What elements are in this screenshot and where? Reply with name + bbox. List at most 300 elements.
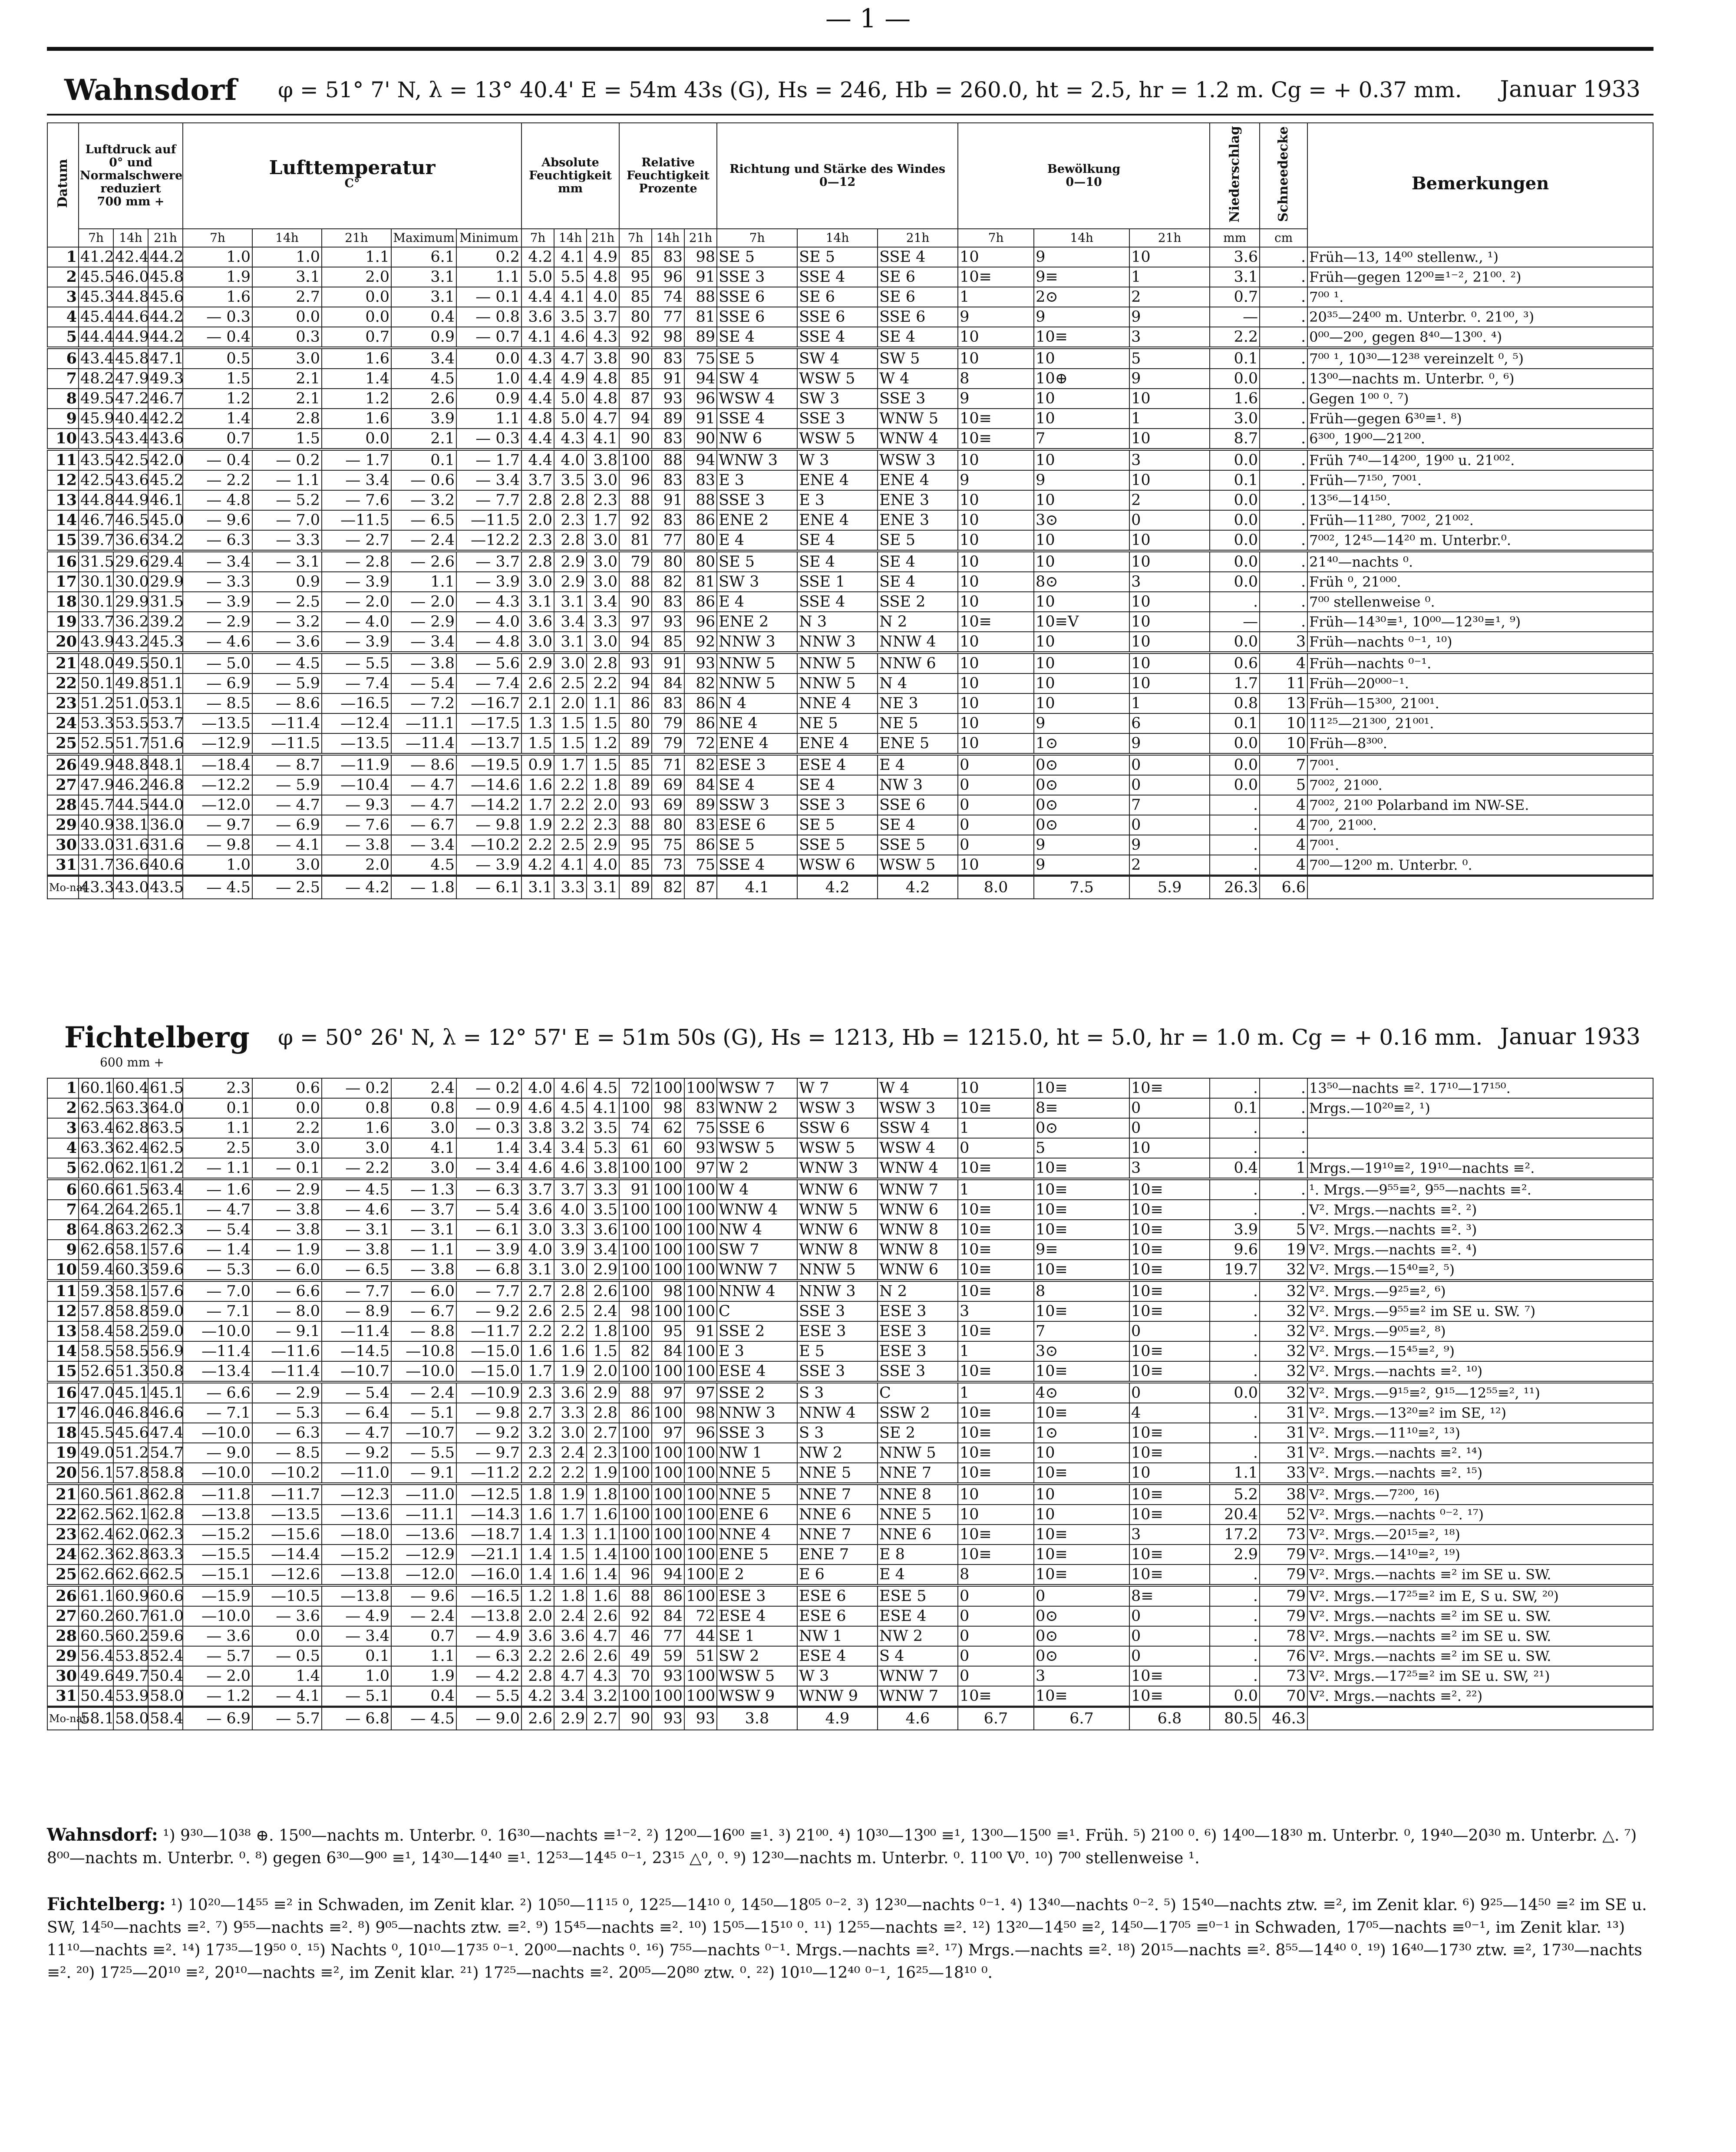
- cell-precip: 0.0: [1210, 572, 1260, 592]
- cell-pressure-21: 62.8: [148, 1505, 183, 1525]
- cell-pressure-21: 51.1: [148, 673, 183, 693]
- cell-precip: 3.9: [1210, 1220, 1260, 1240]
- cell-temp-14: — 1.9: [252, 1240, 322, 1260]
- cell-temp-min: — 5.5: [456, 1686, 521, 1707]
- cell-abs-hum-21: 4.3: [587, 1666, 619, 1686]
- cell-precip: 0.0: [1210, 510, 1260, 530]
- cell-abs-hum-21: 2.6: [587, 1606, 619, 1626]
- cell-wind-14: NNE 7: [797, 1525, 878, 1545]
- cell-cloud-14: 1⊙: [1034, 733, 1129, 754]
- cell-cloud-7: 1: [958, 1341, 1034, 1361]
- table-row: [47, 510, 1653, 530]
- cell-pressure-21: 42.2: [148, 409, 183, 429]
- table-row: [47, 1341, 1653, 1361]
- cell-wind-7: WSW 7: [717, 1078, 797, 1098]
- cell-snow: 32: [1260, 1361, 1307, 1382]
- cell-pressure-7: 43.9: [79, 632, 113, 653]
- cell-temp-min: — 6.1: [456, 1220, 521, 1240]
- cell-abs-hum-14: 4.7: [554, 348, 587, 369]
- mean-cloud-7: 8.0: [958, 875, 1034, 899]
- cell-wind-21: SSE 5: [878, 835, 958, 855]
- cell-temp-7: — 3.9: [183, 592, 252, 612]
- mean-rel-hum-21: 93: [684, 1707, 717, 1730]
- cell-date: 3: [47, 1118, 79, 1138]
- header-abs-humidity: Absolute Feuchtigkeit mm: [521, 123, 619, 229]
- table-row: [47, 1585, 1653, 1606]
- cell-cloud-21: 10≡: [1129, 1484, 1210, 1505]
- cell-pressure-14: 57.8: [113, 1463, 148, 1484]
- cell-temp-max: 3.9: [391, 409, 456, 429]
- cell-temp-7: — 2.9: [183, 612, 252, 632]
- cell-cloud-7: 10: [958, 733, 1034, 754]
- cell-abs-hum-14: 1.9: [554, 1361, 587, 1382]
- cell-pressure-21: 59.6: [148, 1626, 183, 1646]
- cell-abs-hum-7: 2.0: [521, 1606, 554, 1626]
- cell-snow: 3: [1260, 632, 1307, 653]
- cell-rel-hum-14: 91: [652, 369, 684, 389]
- cell-wind-7: ENE 4: [717, 733, 797, 754]
- footnote-label-fichtelberg: Fichtelberg:: [47, 1894, 166, 1914]
- cell-date: 10: [47, 1260, 79, 1281]
- table-row: [47, 1545, 1653, 1564]
- cell-rel-hum-21: 83: [684, 470, 717, 490]
- cell-wind-21: WNW 4: [878, 1158, 958, 1179]
- cell-wind-7: ENE 2: [717, 612, 797, 632]
- cell-precip: 2.2: [1210, 327, 1260, 348]
- cell-abs-hum-14: 4.3: [554, 429, 587, 449]
- cell-temp-7: —10.0: [183, 1321, 252, 1341]
- footnote-label-wahnsdorf: Wahnsdorf:: [47, 1825, 158, 1845]
- cell-abs-hum-21: 2.0: [587, 795, 619, 815]
- cell-rel-hum-7: 100: [619, 1443, 652, 1463]
- cell-pressure-7: 46.0: [79, 1403, 113, 1423]
- cell-abs-hum-7: 3.0: [521, 1220, 554, 1240]
- cell-wind-7: WNW 7: [717, 1260, 797, 1281]
- cell-abs-hum-21: 3.8: [587, 348, 619, 369]
- cell-wind-21: N 2: [878, 612, 958, 632]
- cell-pressure-14: 43.6: [113, 470, 148, 490]
- cell-cloud-14: 10≡: [1034, 1220, 1129, 1240]
- cell-snow: 32: [1260, 1382, 1307, 1403]
- mean-cloud-14: 6.7: [1034, 1707, 1129, 1730]
- cell-temp-max: — 9.1: [391, 1463, 456, 1484]
- cell-snow: .: [1260, 572, 1307, 592]
- cell-pressure-7: 49.5: [79, 389, 113, 409]
- cell-pressure-14: 58.1: [113, 1240, 148, 1260]
- cell-temp-7: —10.0: [183, 1463, 252, 1484]
- cell-date: 9: [47, 409, 79, 429]
- cell-wind-14: SSE 4: [797, 327, 878, 348]
- cell-cloud-14: 10≡: [1034, 1260, 1129, 1281]
- cell-rel-hum-21: 100: [684, 1463, 717, 1484]
- cell-abs-hum-7: 4.4: [521, 369, 554, 389]
- cell-abs-hum-14: 5.0: [554, 389, 587, 409]
- cell-cloud-7: 10≡: [958, 409, 1034, 429]
- cell-temp-min: — 3.4: [456, 470, 521, 490]
- cell-temp-7: — 3.3: [183, 572, 252, 592]
- cell-temp-7: — 1.2: [183, 1686, 252, 1707]
- month-label-fichtelberg: Januar 1933: [1500, 1024, 1640, 1050]
- cell-cloud-21: 0: [1129, 1626, 1210, 1646]
- cell-remark: 7⁰⁰², 21⁰⁰⁰.: [1307, 775, 1653, 795]
- cell-wind-7: E 3: [717, 1341, 797, 1361]
- mean-wind-14: 4.2: [797, 875, 878, 899]
- cell-abs-hum-14: 4.0: [554, 449, 587, 470]
- cell-temp-21: —13.6: [322, 1505, 391, 1525]
- cell-cloud-7: 10: [958, 693, 1034, 713]
- cell-remark: V². Mrgs.—11¹⁰≡², ¹³): [1307, 1423, 1653, 1443]
- cell-temp-7: 1.4: [183, 409, 252, 429]
- cell-date: 8: [47, 389, 79, 409]
- cell-remark: Früh—8³⁰⁰.: [1307, 733, 1653, 754]
- cell-rel-hum-7: 85: [619, 287, 652, 307]
- cell-temp-7: — 0.4: [183, 449, 252, 470]
- cell-remark: V². Mrgs.—nachts ≡². ²): [1307, 1200, 1653, 1220]
- cell-abs-hum-14: 4.6: [554, 1078, 587, 1098]
- cell-temp-max: 4.5: [391, 855, 456, 876]
- cell-remark: 13⁵⁰—nachts ≡². 17¹⁰—17¹⁵⁰.: [1307, 1078, 1653, 1098]
- mean-temp-21: — 4.2: [322, 875, 391, 899]
- cell-abs-hum-21: 3.2: [587, 1686, 619, 1707]
- cell-rel-hum-7: 88: [619, 815, 652, 835]
- cell-precip: .: [1210, 855, 1260, 876]
- cell-precip: .: [1210, 1361, 1260, 1382]
- table-row: [47, 327, 1653, 348]
- cell-date: 30: [47, 1666, 79, 1686]
- cell-pressure-21: 46.7: [148, 389, 183, 409]
- cell-snow: 4: [1260, 815, 1307, 835]
- cell-rel-hum-7: 86: [619, 1403, 652, 1423]
- cell-wind-14: SSE 3: [797, 1301, 878, 1321]
- table-row: [47, 713, 1653, 733]
- mean-pressure-21: 58.4: [148, 1707, 183, 1730]
- cell-cloud-21: 6: [1129, 713, 1210, 733]
- cell-wind-14: WNW 6: [797, 1220, 878, 1240]
- cell-wind-7: WSW 5: [717, 1138, 797, 1158]
- cell-temp-max: — 4.7: [391, 795, 456, 815]
- cell-cloud-7: 10≡: [958, 1361, 1034, 1382]
- cell-pressure-7: 33.0: [79, 835, 113, 855]
- cell-temp-21: — 3.9: [322, 632, 391, 653]
- cell-rel-hum-7: 85: [619, 247, 652, 267]
- mean-pressure-7: 43.3: [79, 875, 113, 899]
- cell-temp-min: — 9.2: [456, 1423, 521, 1443]
- cell-cloud-21: 10≡: [1129, 1545, 1210, 1564]
- table-row: [47, 795, 1653, 815]
- cell-rel-hum-14: 74: [652, 287, 684, 307]
- cell-pressure-7: 64.8: [79, 1220, 113, 1240]
- cell-cloud-21: 2: [1129, 490, 1210, 510]
- cell-wind-7: WSW 5: [717, 1666, 797, 1686]
- mean-date: Mo-nat: [47, 875, 79, 899]
- cell-wind-7: SSE 3: [717, 1423, 797, 1443]
- cell-rel-hum-21: 100: [684, 1545, 717, 1564]
- cell-rel-hum-21: 100: [684, 1484, 717, 1505]
- cell-pressure-14: 46.0: [113, 267, 148, 287]
- cell-rel-hum-21: 100: [684, 1585, 717, 1606]
- cell-abs-hum-21: 4.1: [587, 429, 619, 449]
- cell-remark: V². Mrgs.—nachts ≡². ¹⁰): [1307, 1361, 1653, 1382]
- cell-rel-hum-14: 83: [652, 348, 684, 369]
- cell-abs-hum-21: 1.5: [587, 754, 619, 775]
- cell-cloud-21: 1: [1129, 693, 1210, 713]
- table-row: [47, 1361, 1653, 1382]
- cell-rel-hum-14: 100: [652, 1220, 684, 1240]
- cell-cloud-14: 10: [1034, 1484, 1129, 1505]
- cell-snow: .: [1260, 348, 1307, 369]
- cell-pressure-7: 45.5: [79, 267, 113, 287]
- cell-precip: 0.0: [1210, 632, 1260, 653]
- cell-temp-min: — 4.0: [456, 612, 521, 632]
- cell-temp-21: — 4.9: [322, 1606, 391, 1626]
- cell-date: 25: [47, 733, 79, 754]
- cell-remark: V². Mrgs.—nachts ≡². ¹⁵): [1307, 1463, 1653, 1484]
- cell-pressure-21: 65.1: [148, 1200, 183, 1220]
- cell-pressure-7: 63.3: [79, 1138, 113, 1158]
- cell-abs-hum-7: 4.4: [521, 287, 554, 307]
- cell-temp-min: —12.5: [456, 1484, 521, 1505]
- cell-remark: [1307, 1118, 1653, 1138]
- cell-pressure-7: 49.0: [79, 1443, 113, 1463]
- cell-rel-hum-21: 96: [684, 389, 717, 409]
- cell-rel-hum-21: 100: [684, 1361, 717, 1382]
- cell-temp-7: — 8.5: [183, 693, 252, 713]
- cell-rel-hum-21: 75: [684, 1118, 717, 1138]
- cell-temp-21: 0.0: [322, 307, 391, 327]
- cell-temp-max: 2.4: [391, 1078, 456, 1098]
- cell-precip: 1.1: [1210, 1463, 1260, 1484]
- cell-date: 11: [47, 449, 79, 470]
- cell-temp-14: — 0.2: [252, 449, 322, 470]
- cell-cloud-14: 0⊙: [1034, 1646, 1129, 1666]
- cell-cloud-21: 10: [1129, 1138, 1210, 1158]
- cell-cloud-21: 10: [1129, 653, 1210, 673]
- cell-wind-21: SSE 6: [878, 307, 958, 327]
- cell-snow: 79: [1260, 1585, 1307, 1606]
- cell-wind-7: NE 4: [717, 713, 797, 733]
- cell-abs-hum-7: 2.3: [521, 1443, 554, 1463]
- cell-pressure-21: 53.7: [148, 713, 183, 733]
- cell-temp-21: — 2.0: [322, 592, 391, 612]
- cell-wind-21: SSE 2: [878, 592, 958, 612]
- cell-date: 7: [47, 369, 79, 389]
- cell-temp-max: — 8.6: [391, 754, 456, 775]
- cell-remark: 7⁰⁰, 21⁰⁰⁰.: [1307, 815, 1653, 835]
- cell-cloud-14: 0⊙: [1034, 1626, 1129, 1646]
- cell-cloud-21: 10: [1129, 551, 1210, 572]
- cell-remark: Früh—7¹⁵⁰, 7⁰⁰¹.: [1307, 470, 1653, 490]
- header-remarks: Bemerkungen: [1307, 123, 1653, 247]
- cell-temp-7: 1.0: [183, 247, 252, 267]
- cell-pressure-21: 61.2: [148, 1158, 183, 1179]
- cell-temp-21: —11.5: [322, 510, 391, 530]
- cell-wind-21: C: [878, 1382, 958, 1403]
- cell-wind-14: SE 5: [797, 815, 878, 835]
- table-row: [47, 855, 1653, 876]
- cell-temp-min: 1.1: [456, 409, 521, 429]
- cell-remark: V². Mrgs.—9²⁵≡², ⁶): [1307, 1281, 1653, 1301]
- cell-temp-max: — 2.4: [391, 1382, 456, 1403]
- cell-rel-hum-14: 77: [652, 307, 684, 327]
- cell-abs-hum-14: 1.5: [554, 713, 587, 733]
- cell-snow: 32: [1260, 1341, 1307, 1361]
- cell-cloud-14: 10≡: [1034, 1463, 1129, 1484]
- cell-wind-14: ENE 4: [797, 510, 878, 530]
- cell-abs-hum-14: 2.2: [554, 775, 587, 795]
- cell-rel-hum-14: 69: [652, 795, 684, 815]
- cell-date: 8: [47, 1220, 79, 1240]
- cell-abs-hum-14: 4.7: [554, 1666, 587, 1686]
- cell-abs-hum-7: 1.4: [521, 1545, 554, 1564]
- cell-wind-14: ESE 6: [797, 1606, 878, 1626]
- cell-wind-21: SE 4: [878, 815, 958, 835]
- cell-temp-21: 0.7: [322, 327, 391, 348]
- cell-rel-hum-14: 100: [652, 1484, 684, 1505]
- cell-cloud-7: 10≡: [958, 1545, 1034, 1564]
- cell-abs-hum-7: 2.2: [521, 835, 554, 855]
- cell-temp-min: — 4.2: [456, 1666, 521, 1686]
- mean-abs-hum-21: 2.7: [587, 1707, 619, 1730]
- cell-temp-max: 0.4: [391, 307, 456, 327]
- cell-pressure-7: 60.5: [79, 1626, 113, 1646]
- cell-temp-21: — 2.8: [322, 551, 391, 572]
- cell-wind-21: ENE 4: [878, 470, 958, 490]
- cell-precip: 0.0: [1210, 490, 1260, 510]
- cell-wind-7: ESE 3: [717, 1585, 797, 1606]
- cell-abs-hum-7: 1.9: [521, 815, 554, 835]
- cell-temp-21: 1.6: [322, 409, 391, 429]
- cell-date: 10: [47, 429, 79, 449]
- cell-pressure-7: 45.7: [79, 795, 113, 815]
- cell-abs-hum-21: 4.1: [587, 1098, 619, 1118]
- cell-temp-14: 3.0: [252, 855, 322, 876]
- cell-rel-hum-7: 100: [619, 1423, 652, 1443]
- cell-pressure-21: 54.7: [148, 1443, 183, 1463]
- cell-rel-hum-14: 100: [652, 1361, 684, 1382]
- cell-wind-21: SSW 2: [878, 1403, 958, 1423]
- mean-snow: 6.6: [1260, 875, 1307, 899]
- cell-abs-hum-7: 1.7: [521, 795, 554, 815]
- cell-pressure-7: 33.7: [79, 612, 113, 632]
- cell-pressure-14: 64.2: [113, 1200, 148, 1220]
- cell-pressure-14: 51.0: [113, 693, 148, 713]
- cell-rel-hum-14: 100: [652, 1158, 684, 1179]
- cell-cloud-14: 10: [1034, 592, 1129, 612]
- cell-temp-min: — 0.3: [456, 429, 521, 449]
- cell-pressure-7: 52.5: [79, 733, 113, 754]
- cell-cloud-7: 10≡: [958, 1158, 1034, 1179]
- cell-date: 20: [47, 1463, 79, 1484]
- cell-temp-21: — 3.4: [322, 1626, 391, 1646]
- cell-abs-hum-7: 3.6: [521, 612, 554, 632]
- cell-cloud-21: 7: [1129, 795, 1210, 815]
- cell-abs-hum-14: 2.3: [554, 510, 587, 530]
- cell-temp-14: — 3.3: [252, 530, 322, 551]
- cell-cloud-21: 3: [1129, 1158, 1210, 1179]
- table-row: [47, 693, 1653, 713]
- cell-abs-hum-7: 4.2: [521, 1686, 554, 1707]
- cell-cloud-14: 3⊙: [1034, 510, 1129, 530]
- cell-snow: .: [1260, 327, 1307, 348]
- cell-rel-hum-7: 100: [619, 1361, 652, 1382]
- cell-rel-hum-14: 69: [652, 775, 684, 795]
- cell-abs-hum-7: 3.4: [521, 1138, 554, 1158]
- cell-cloud-21: 9: [1129, 307, 1210, 327]
- cell-cloud-7: 10≡: [958, 1200, 1034, 1220]
- cell-cloud-21: 0: [1129, 1321, 1210, 1341]
- cell-temp-min: — 3.4: [456, 1158, 521, 1179]
- cell-abs-hum-7: 3.1: [521, 1260, 554, 1281]
- cell-abs-hum-21: 3.3: [587, 612, 619, 632]
- cell-temp-7: — 9.0: [183, 1443, 252, 1463]
- cell-rel-hum-21: 100: [684, 1341, 717, 1361]
- cell-cloud-21: 3: [1129, 449, 1210, 470]
- cell-rel-hum-21: 81: [684, 572, 717, 592]
- cell-pressure-14: 49.8: [113, 673, 148, 693]
- cell-abs-hum-7: 5.0: [521, 267, 554, 287]
- cell-temp-max: 3.1: [391, 287, 456, 307]
- header-pressure: Luftdruck auf 0° und Normalschwere reduziert 700 mm +: [79, 123, 183, 229]
- cell-pressure-14: 58.1: [113, 1281, 148, 1301]
- cell-cloud-14: 10: [1034, 490, 1129, 510]
- header-precip: Niederschlag: [1210, 123, 1260, 229]
- cell-pressure-21: 61.0: [148, 1606, 183, 1626]
- mean-temp-min: — 9.0: [456, 1707, 521, 1730]
- cell-abs-hum-21: 2.3: [587, 815, 619, 835]
- cell-abs-hum-7: 3.6: [521, 1626, 554, 1646]
- cell-precip: 3.0: [1210, 409, 1260, 429]
- cell-temp-max: 2.1: [391, 429, 456, 449]
- cell-snow: .: [1260, 267, 1307, 287]
- cell-temp-max: — 3.8: [391, 653, 456, 673]
- cell-cloud-7: 10≡: [958, 267, 1034, 287]
- cell-cloud-7: 10: [958, 673, 1034, 693]
- cell-wind-14: SSE 4: [797, 592, 878, 612]
- cell-temp-14: —10.2: [252, 1463, 322, 1484]
- mean-cloud-14: 7.5: [1034, 875, 1129, 899]
- cell-abs-hum-7: 3.0: [521, 572, 554, 592]
- cell-rel-hum-14: 79: [652, 713, 684, 733]
- cell-abs-hum-7: 1.2: [521, 1585, 554, 1606]
- cell-temp-14: — 5.3: [252, 1403, 322, 1423]
- cell-abs-hum-21: 2.6: [587, 1646, 619, 1666]
- cell-pressure-21: 50.4: [148, 1666, 183, 1686]
- cell-temp-max: 1.1: [391, 1646, 456, 1666]
- cell-temp-min: — 0.8: [456, 307, 521, 327]
- cell-abs-hum-14: 2.8: [554, 490, 587, 510]
- cell-abs-hum-7: 4.4: [521, 449, 554, 470]
- cell-cloud-14: 10≡V: [1034, 612, 1129, 632]
- cell-abs-hum-14: 3.2: [554, 1118, 587, 1138]
- cell-rel-hum-14: 80: [652, 815, 684, 835]
- mean-pressure-14: 43.0: [113, 875, 148, 899]
- cell-remark: Früh—20⁰⁰⁰⁻¹.: [1307, 673, 1653, 693]
- cell-temp-max: — 3.4: [391, 835, 456, 855]
- cell-pressure-7: 60.6: [79, 1179, 113, 1200]
- cell-snow: .: [1260, 287, 1307, 307]
- top-rule: [47, 47, 1653, 51]
- header-rel-humidity: Relative Feuchtigkeit Prozente: [619, 123, 717, 229]
- cell-snow: .: [1260, 1098, 1307, 1118]
- cell-pressure-14: 46.2: [113, 775, 148, 795]
- cell-precip: 0.0: [1210, 733, 1260, 754]
- cell-abs-hum-21: 4.0: [587, 287, 619, 307]
- cell-abs-hum-21: 1.6: [587, 1505, 619, 1525]
- cell-temp-min: —15.0: [456, 1361, 521, 1382]
- cell-cloud-7: 0: [958, 835, 1034, 855]
- cell-rel-hum-7: 93: [619, 795, 652, 815]
- cell-temp-max: 2.6: [391, 389, 456, 409]
